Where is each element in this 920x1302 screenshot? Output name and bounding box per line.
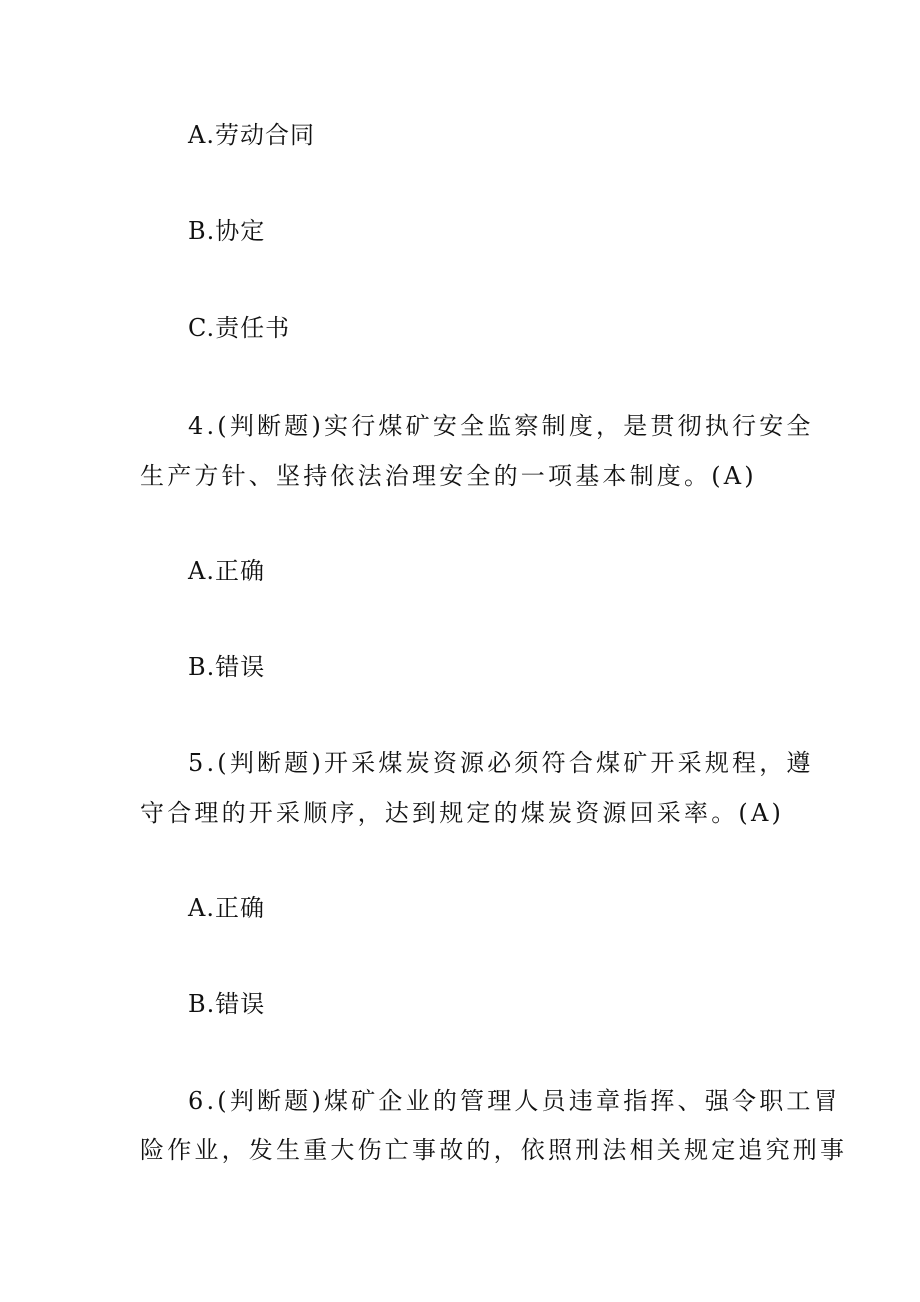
option-c-responsibility-letter: C.责任书 bbox=[188, 314, 291, 342]
question-4-line-1: 4.(判断题)实行煤矿安全监察制度，是贯彻执行安全 bbox=[188, 412, 814, 440]
question-6-line-2: 险作业，发生重大伤亡事故的，依照刑法相关规定追究刑事 bbox=[140, 1136, 848, 1164]
question-5-option-a: A.正确 bbox=[188, 894, 265, 922]
question-4-option-b: B.错误 bbox=[188, 653, 266, 681]
question-4-line-2: 生产方针、坚持依法治理安全的一项基本制度。(A) bbox=[140, 462, 757, 490]
option-a-labor-contract: A.劳动合同 bbox=[188, 121, 315, 149]
option-b-agreement: B.协定 bbox=[188, 217, 266, 245]
question-5-line-2: 守合理的开采顺序，达到规定的煤炭资源回采率。(A) bbox=[140, 799, 785, 827]
question-5-option-b: B.错误 bbox=[188, 990, 266, 1018]
question-4-option-a: A.正确 bbox=[188, 557, 265, 585]
question-5-line-1: 5.(判断题)开采煤炭资源必须符合煤矿开采规程，遵 bbox=[188, 749, 814, 777]
question-6-line-1: 6.(判断题)煤矿企业的管理人员违章指挥、强令职工冒 bbox=[188, 1087, 841, 1115]
